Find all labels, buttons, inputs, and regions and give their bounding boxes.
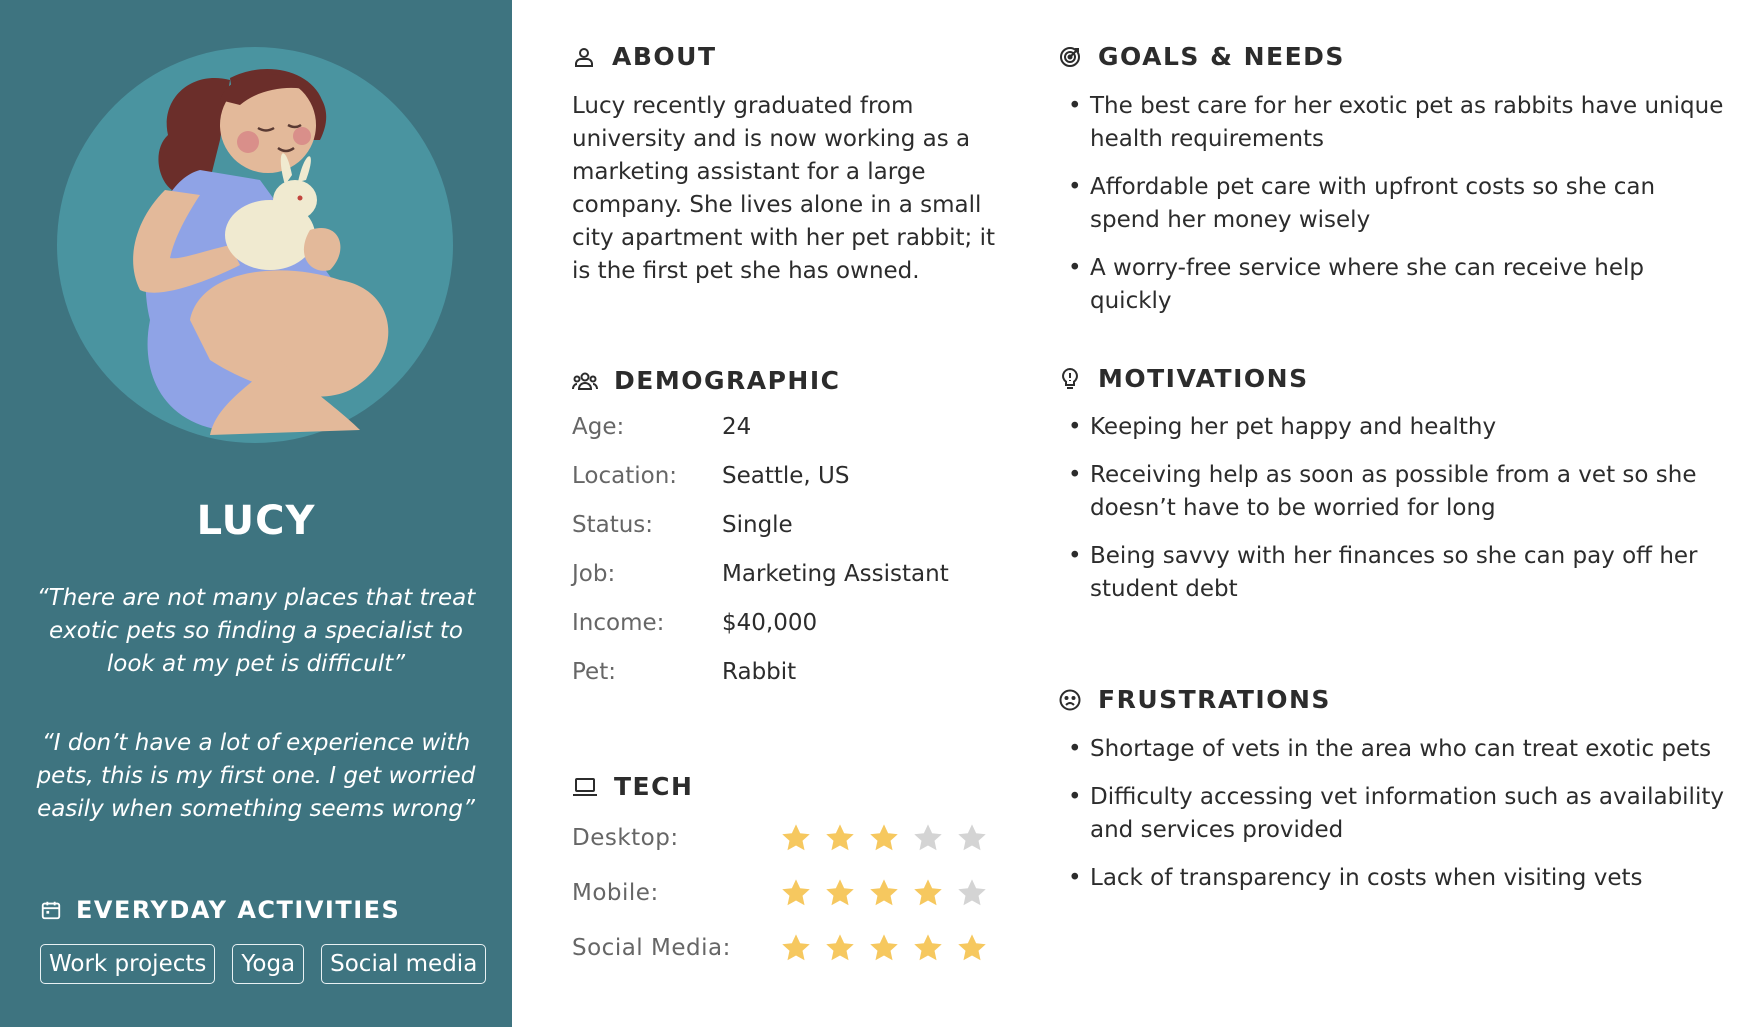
goals-list bbox=[1068, 90, 1728, 333]
star-filled-icon bbox=[868, 822, 900, 854]
demographic-row bbox=[572, 610, 949, 659]
demographic-row bbox=[572, 512, 949, 561]
group-icon bbox=[572, 370, 598, 392]
star-rating bbox=[780, 932, 1000, 964]
demographic-label: Job: bbox=[572, 561, 616, 587]
star-filled-icon bbox=[780, 822, 812, 854]
section-title: MOTIVATIONS bbox=[1098, 364, 1309, 393]
demographic-row bbox=[572, 463, 949, 512]
user-icon bbox=[572, 45, 596, 69]
star-empty-icon bbox=[956, 877, 988, 909]
demographic-row bbox=[572, 414, 949, 463]
tech-label: Desktop: bbox=[572, 824, 679, 851]
list-item: • Keeping her pet happy and healthy bbox=[1068, 411, 1728, 444]
target-icon bbox=[1058, 45, 1082, 69]
laptop-icon bbox=[572, 776, 598, 798]
frown-face-icon bbox=[1058, 688, 1082, 712]
activity-tag: Social media bbox=[321, 944, 486, 984]
star-rating bbox=[780, 822, 1000, 854]
star-rating bbox=[780, 877, 1000, 909]
tech-heading bbox=[572, 772, 693, 801]
persona-illustration bbox=[40, 30, 480, 470]
demographic-label: Status: bbox=[572, 512, 654, 538]
star-empty-icon bbox=[912, 822, 944, 854]
star-filled-icon bbox=[912, 932, 944, 964]
list-item: • Receiving help as soon as possible from a vet so she doesn’t have to be worried for long bbox=[1068, 459, 1728, 525]
motivations-list bbox=[1068, 411, 1728, 621]
persona-quote: “I don’t have a lot of experience with pets, this is my first one. I get worried easily when something seems wrong” bbox=[36, 730, 476, 822]
activity-tag: Yoga bbox=[232, 944, 304, 984]
demographic-row bbox=[572, 659, 949, 708]
section-title: ABOUT bbox=[612, 42, 717, 71]
demographic-value: 24 bbox=[722, 414, 752, 440]
about-description: Lucy recently graduated from university and is now working as a marketing assistant for a large company. She lives alone in a small city apartment with her pet rabbit; it is the first pet she has owned. bbox=[572, 93, 996, 284]
demographic-value: $40,000 bbox=[722, 610, 818, 636]
demographic-value: Rabbit bbox=[722, 659, 797, 685]
list-item: • Affordable pet care with upfront costs so she can spend her money wisely bbox=[1068, 171, 1728, 237]
frustrations-list bbox=[1068, 733, 1728, 910]
calendar-icon bbox=[40, 899, 62, 921]
demographic-label: Age: bbox=[572, 414, 625, 440]
tech-row bbox=[572, 810, 1000, 865]
star-filled-icon bbox=[824, 877, 856, 909]
list-item: • A worry-free service where she can receive help quickly bbox=[1068, 252, 1728, 318]
tech-row bbox=[572, 865, 1000, 920]
tech-ratings bbox=[572, 810, 1000, 975]
persona-sidebar bbox=[0, 0, 512, 1027]
motivations-heading bbox=[1058, 364, 1309, 393]
activity-tag: Work projects bbox=[40, 944, 215, 984]
demographic-heading bbox=[572, 366, 840, 395]
everyday-activities-heading bbox=[40, 896, 400, 924]
section-title: TECH bbox=[614, 772, 694, 801]
demographic-value: Seattle, US bbox=[722, 463, 850, 489]
demographic-value: Single bbox=[722, 512, 793, 538]
list-item: • Shortage of vets in the area who can treat exotic pets bbox=[1068, 733, 1728, 766]
section-title: DEMOGRAPHIC bbox=[614, 366, 841, 395]
star-filled-icon bbox=[868, 877, 900, 909]
goals-heading bbox=[1058, 42, 1345, 71]
demographic-label: Pet: bbox=[572, 659, 616, 685]
star-filled-icon bbox=[956, 932, 988, 964]
section-title: FRUSTRATIONS bbox=[1098, 685, 1331, 714]
demographic-row bbox=[572, 561, 949, 610]
tech-label: Mobile: bbox=[572, 879, 659, 906]
star-filled-icon bbox=[780, 877, 812, 909]
section-title: EVERYDAY ACTIVITIES bbox=[76, 896, 401, 924]
star-filled-icon bbox=[824, 932, 856, 964]
persona-name: LUCY bbox=[196, 498, 316, 544]
tech-row bbox=[572, 920, 1000, 975]
star-filled-icon bbox=[780, 932, 812, 964]
tech-label: Social Media: bbox=[572, 934, 731, 961]
demographic-value: Marketing Assistant bbox=[722, 561, 949, 587]
star-filled-icon bbox=[824, 822, 856, 854]
section-title: GOALS & NEEDS bbox=[1098, 42, 1345, 71]
about-heading bbox=[572, 42, 717, 71]
lightbulb-icon bbox=[1058, 367, 1082, 391]
star-empty-icon bbox=[956, 822, 988, 854]
star-filled-icon bbox=[912, 877, 944, 909]
persona-quote: “There are not many places that treat exotic pets so finding a specialist to look at my pet is difficult” bbox=[36, 585, 476, 677]
list-item: • Lack of transparency in costs when visiting vets bbox=[1068, 862, 1728, 895]
demographic-label: Income: bbox=[572, 610, 665, 636]
demographic-table bbox=[572, 414, 949, 708]
list-item: • The best care for her exotic pet as rabbits have unique health requirements bbox=[1068, 90, 1728, 156]
list-item: • Difficulty accessing vet information such as availability and services provided bbox=[1068, 781, 1728, 847]
frustrations-heading bbox=[1058, 685, 1331, 714]
list-item: • Being savvy with her finances so she can pay off her student debt bbox=[1068, 540, 1728, 606]
activity-tags bbox=[40, 944, 503, 984]
demographic-label: Location: bbox=[572, 463, 678, 489]
star-filled-icon bbox=[868, 932, 900, 964]
